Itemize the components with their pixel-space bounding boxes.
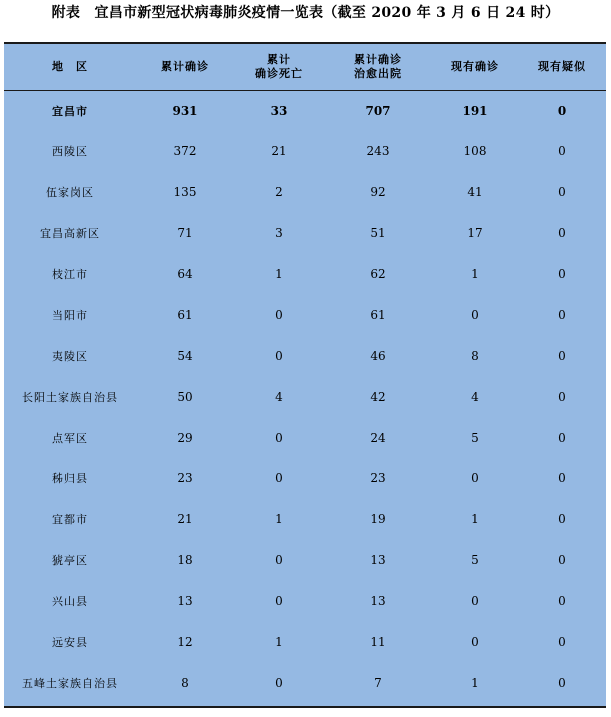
cell-deaths: 0 [275,553,283,568]
cell-suspected: 0 [558,348,566,363]
table-row [4,335,606,376]
cell-region: 秭归县 [52,472,88,486]
cell-suspected: 0 [558,553,566,568]
cell-suspected: 0 [558,635,566,650]
cell-confirmed: 13 [177,594,193,609]
cell-cured: 707 [365,103,391,118]
table-title: 附表 宜昌市新型冠状病毒肺炎疫情一览表（截至 2020 年 3 月 6 日 24 时） [51,5,560,21]
cell-suspected: 0 [558,267,566,281]
cell-suspected: 0 [558,185,566,200]
cell-deaths: 0 [275,594,283,609]
table-row [4,417,606,458]
cell-region: 兴山县 [52,595,88,609]
cell-deaths: 21 [271,144,287,159]
cell-region: 宜都市 [52,513,88,527]
cell-current: 41 [467,185,483,200]
cell-cured: 51 [370,226,386,241]
cell-deaths: 2 [275,185,283,200]
cell-current: 8 [471,348,479,363]
cell-suspected: 0 [558,594,566,609]
cell-confirmed: 8 [181,675,189,690]
header-region: 地 区 [52,59,88,73]
cell-region: 宜昌高新区 [40,227,100,241]
cell-current: 0 [471,471,479,486]
cell-suspected: 0 [558,144,566,159]
cell-deaths: 4 [275,389,283,404]
cell-region: 西陵区 [52,145,88,159]
cell-cured: 46 [370,348,386,363]
cell-region: 点军区 [52,431,88,445]
cell-region: 伍家岗区 [46,186,94,200]
cell-cured: 13 [370,553,386,568]
cell-deaths: 0 [275,307,283,322]
cell-confirmed: 135 [173,185,197,200]
cell-deaths: 1 [275,512,283,527]
table-row [4,622,606,663]
cell-current: 5 [471,430,479,445]
header-current: 现有确诊 [451,59,499,73]
table-row [4,540,606,581]
cell-suspected: 0 [558,471,566,486]
cell-deaths: 33 [270,103,288,118]
table-body [4,90,606,703]
cell-region: 远安县 [52,636,88,650]
table-row [4,458,606,499]
cell-region: 长阳土家族自治县 [22,390,118,404]
cell-region: 猇亭区 [52,554,88,568]
cell-cured: 62 [370,267,386,281]
cell-deaths: 0 [275,471,283,486]
cell-region: 五峰土家族自治县 [22,676,118,690]
cell-confirmed: 64 [177,267,193,281]
cell-confirmed: 54 [177,348,193,363]
cell-cured: 11 [370,635,386,650]
cell-cured: 19 [370,512,386,527]
cell-current: 0 [471,307,479,322]
table-row [4,294,606,335]
cell-cured: 61 [370,307,386,322]
cell-deaths: 1 [275,635,283,650]
cell-confirmed: 50 [177,389,193,404]
cell-cured: 243 [366,144,390,159]
cell-cured: 23 [370,471,386,486]
cell-suspected: 0 [557,103,567,118]
cell-cured: 7 [374,675,382,690]
cell-deaths: 3 [275,226,283,241]
header-row [4,44,606,90]
table-row [4,499,606,540]
cell-current: 1 [471,267,479,281]
cell-region: 枝江市 [52,268,88,281]
cell-confirmed: 18 [177,553,193,568]
header-cured [324,44,432,90]
header-deaths-line1: 累计 [267,52,291,66]
table-header [4,44,606,90]
cell-confirmed: 23 [177,471,193,486]
cell-region: 当阳市 [52,308,88,322]
cell-current: 108 [463,144,487,159]
header-confirmed: 累计确诊 [161,59,209,73]
cell-deaths: 0 [275,348,283,363]
cell-current: 0 [471,635,479,650]
table-row [4,213,606,254]
table-row [4,131,606,172]
cell-suspected: 0 [558,512,566,527]
cell-confirmed: 21 [177,512,193,527]
header-deaths [234,44,324,90]
header-deaths-line2: 确诊死亡 [255,66,303,80]
cell-suspected: 0 [558,226,566,241]
data-table [4,44,606,703]
cell-cured: 92 [370,185,386,200]
cell-current: 0 [471,594,479,609]
cell-confirmed: 29 [177,430,193,445]
cell-cured: 13 [370,594,386,609]
table-row [4,581,606,622]
table-row [4,376,606,417]
cell-suspected: 0 [558,675,566,690]
table-row [4,172,606,213]
cell-suspected: 0 [558,430,566,445]
cell-suspected: 0 [558,307,566,322]
cell-current: 5 [471,553,479,568]
cell-current: 4 [471,389,479,404]
table-row-total [4,90,606,131]
header-suspected: 现有疑似 [538,59,586,73]
cell-deaths: 0 [275,675,283,690]
header-cured-line2: 治愈出院 [354,66,402,80]
cell-suspected: 0 [558,389,566,404]
cell-current: 191 [462,103,488,118]
cell-region: 夷陵区 [52,349,88,363]
cell-cured: 24 [370,430,386,445]
cell-confirmed: 12 [177,635,193,650]
header-cured-line1: 累计确诊 [354,52,402,66]
cell-cured: 42 [370,389,386,404]
cell-current: 1 [471,512,479,527]
cell-current: 1 [471,675,479,690]
cell-deaths: 0 [275,430,283,445]
epidemic-table [4,42,606,708]
cell-deaths: 1 [275,267,283,281]
cell-confirmed: 372 [173,144,197,159]
cell-confirmed: 71 [177,226,193,241]
cell-region: 宜昌市 [52,104,88,118]
cell-confirmed: 61 [177,307,193,322]
table-row [4,254,606,295]
cell-confirmed: 931 [172,103,198,118]
cell-current: 17 [467,226,483,241]
table-row [4,662,606,703]
